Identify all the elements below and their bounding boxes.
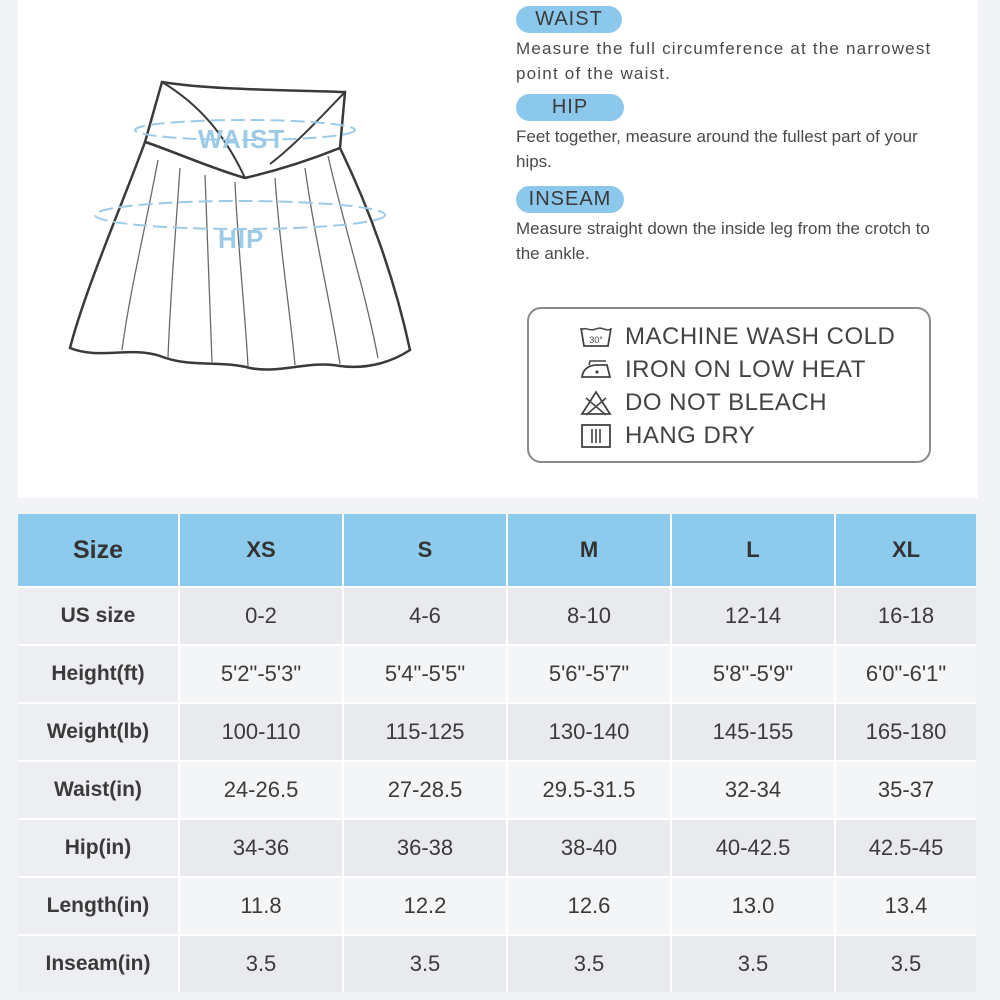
table-cell: 8-10 (508, 586, 672, 644)
table-cell: 0-2 (180, 586, 344, 644)
table-cell: 3.5 (672, 934, 836, 992)
care-instructions-box (527, 307, 931, 463)
table-cell: 5'4"-5'5" (344, 644, 508, 702)
table-row (18, 644, 976, 702)
table-cell: 13.0 (672, 876, 836, 934)
care-item-dry (579, 421, 755, 451)
waist-description: Measure the full circumference at the narrowest point of the waist. (516, 39, 932, 83)
table-cell: 5'2"-5'3" (180, 644, 344, 702)
row-label: US size (18, 586, 180, 644)
care-item-iron (579, 355, 866, 385)
table-cell: 32-34 (672, 760, 836, 818)
waist-diagram-label: WAIST (198, 124, 286, 154)
table-cell: 12.6 (508, 876, 672, 934)
table-row (18, 760, 976, 818)
header-s: S (344, 514, 508, 586)
table-row (18, 934, 976, 992)
table-cell: 12-14 (672, 586, 836, 644)
table-header-row (18, 514, 976, 586)
header-size: Size (18, 514, 180, 586)
table-cell: 3.5 (508, 934, 672, 992)
table-cell: 5'6"-5'7" (508, 644, 672, 702)
table-cell: 3.5 (344, 934, 508, 992)
table-cell: 145-155 (672, 702, 836, 760)
svg-text:30°: 30° (589, 335, 603, 345)
header-xs: XS (180, 514, 344, 586)
hang-dry-icon (579, 423, 613, 449)
hip-diagram-label: HIP (218, 224, 265, 254)
table-cell: 3.5 (180, 934, 344, 992)
table-cell: 12.2 (344, 876, 508, 934)
hip-pill: HIP (516, 94, 624, 121)
table-cell: 165-180 (836, 702, 976, 760)
hip-description: Feet together, measure around the fullest part of your hips. (516, 127, 918, 171)
table-cell: 3.5 (836, 934, 976, 992)
table-cell: 4-6 (344, 586, 508, 644)
iron-low-icon (579, 357, 613, 383)
table-cell: 42.5-45 (836, 818, 976, 876)
row-label: Hip(in) (18, 818, 180, 876)
care-label-wash: MACHINE WASH COLD (625, 323, 896, 350)
table-cell: 13.4 (836, 876, 976, 934)
care-item-wash (579, 322, 895, 352)
table-cell: 16-18 (836, 586, 976, 644)
inseam-instruction (516, 186, 946, 266)
care-label-dry: HANG DRY (625, 422, 756, 449)
care-label-bleach: DO NOT BLEACH (625, 389, 828, 416)
waist-pill: WAIST (516, 6, 622, 33)
no-bleach-icon (579, 390, 613, 416)
row-label: Weight(lb) (18, 702, 180, 760)
table-cell: 100-110 (180, 702, 344, 760)
table-cell: 115-125 (344, 702, 508, 760)
table-cell: 130-140 (508, 702, 672, 760)
care-item-bleach (579, 388, 827, 418)
table-cell: 29.5-31.5 (508, 760, 672, 818)
table-cell: 27-28.5 (344, 760, 508, 818)
table-cell: 6'0"-6'1" (836, 644, 976, 702)
table-cell: 35-37 (836, 760, 976, 818)
table-row (18, 586, 976, 644)
header-m: M (508, 514, 672, 586)
inseam-description: Measure straight down the inside leg from the crotch to the ankle. (516, 219, 930, 263)
size-chart-table (18, 514, 976, 992)
waist-instruction (516, 6, 946, 86)
inseam-pill: INSEAM (516, 186, 624, 213)
header-l: L (672, 514, 836, 586)
header-xl: XL (836, 514, 976, 586)
care-label-iron: IRON ON LOW HEAT (625, 356, 866, 383)
hip-instruction (516, 94, 946, 174)
row-label: Length(in) (18, 876, 180, 934)
row-label: Inseam(in) (18, 934, 180, 992)
table-row (18, 876, 976, 934)
table-cell: 38-40 (508, 818, 672, 876)
table-cell: 40-42.5 (672, 818, 836, 876)
table-cell: 34-36 (180, 818, 344, 876)
table-cell: 24-26.5 (180, 760, 344, 818)
row-label: Height(ft) (18, 644, 180, 702)
table-cell: 11.8 (180, 876, 344, 934)
table-cell: 5'8"-5'9" (672, 644, 836, 702)
table-row (18, 702, 976, 760)
table-row (18, 818, 976, 876)
row-label: Waist(in) (18, 760, 180, 818)
wash-30-icon (579, 324, 613, 350)
table-cell: 36-38 (344, 818, 508, 876)
